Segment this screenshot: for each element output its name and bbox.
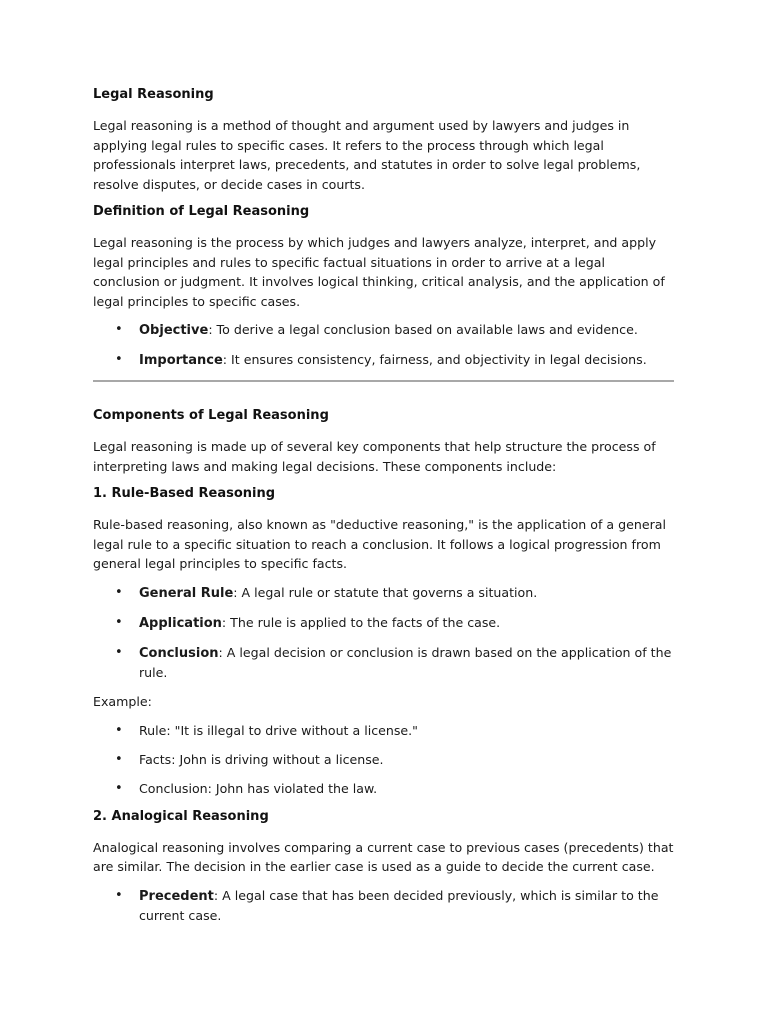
definition-heading: Definition of Legal Reasoning <box>93 204 310 219</box>
list-item-term: Conclusion <box>139 645 219 661</box>
components-heading: Components of Legal Reasoning <box>93 408 329 423</box>
example-list <box>93 721 674 799</box>
document-title: Legal Reasoning <box>93 87 214 102</box>
list-item-term: Objective <box>139 323 209 338</box>
definition-paragraph: Legal reasoning is the process by which judges and lawyers analyze, interpret, and apply legal principles and rules to specific factual situations in order to arrive at a legal conclusion or judgment. It involves logical thinking, critical analysis, and the application of legal principles to specific cases. <box>93 235 665 309</box>
list-item-text: : A legal case that has been decided previously, which is similar to the current case. <box>139 887 659 923</box>
list-item <box>93 613 674 634</box>
list-item-text: : The rule is applied to the facts of the case. <box>221 614 501 630</box>
list-item-text: : A legal rule or statute that governs a situation. <box>233 584 538 600</box>
components-paragraph: Legal reasoning is made up of several key components that help structure the process of interpreting laws and making legal decisions. These components include: <box>93 439 656 474</box>
list-item-term: Application <box>139 615 222 631</box>
list-item: • Rule: "It is illegal to drive without a license." <box>93 721 674 741</box>
list-item <box>93 350 674 371</box>
list-item: • Facts: John is driving without a license. <box>93 750 674 770</box>
list-item-text: : A legal decision or conclusion is drawn based on the application of the rule. <box>139 644 672 680</box>
rule-based-paragraph: Rule-based reasoning, also known as "deductive reasoning," is the application of a general legal rule to a specific situation to reach a conclusion. It follows a logical progression from general legal principles to specific facts. <box>93 517 667 571</box>
rule-based-heading: 1. Rule-Based Reasoning <box>93 486 276 501</box>
list-item <box>93 583 674 604</box>
list-item <box>93 320 674 341</box>
list-item-term: General Rule <box>139 585 234 601</box>
list-item <box>93 886 674 926</box>
list-item <box>93 643 674 683</box>
list-item: • Conclusion: John has violated the law. <box>93 779 674 799</box>
definition-list <box>93 320 674 371</box>
intro-paragraph: Legal reasoning is a method of thought and argument used by lawyers and judges in applying legal rules to specific cases. It refers to the process through which legal professionals interpret laws, precedents, and statutes in order to solve legal problems, resolve disputes, or decide cases in courts. <box>93 118 641 192</box>
analogical-list <box>93 886 674 926</box>
rule-based-list <box>93 583 674 683</box>
analogical-paragraph: Analogical reasoning involves comparing a current case to previous cases (precedents) that are similar. The decision in the earlier case is used as a guide to decide the current case. <box>93 839 674 874</box>
example-label: Example: <box>93 694 152 709</box>
list-item-text: : To derive a legal conclusion based on available laws and evidence. <box>208 322 638 337</box>
list-item-term: Precedent <box>139 888 214 904</box>
horizontal-divider <box>93 380 674 382</box>
analogical-heading: 2. Analogical Reasoning <box>93 808 269 824</box>
list-item-text: : It ensures consistency, fairness, and objectivity in legal decisions. <box>222 352 647 367</box>
list-item-term: Importance <box>139 353 223 368</box>
